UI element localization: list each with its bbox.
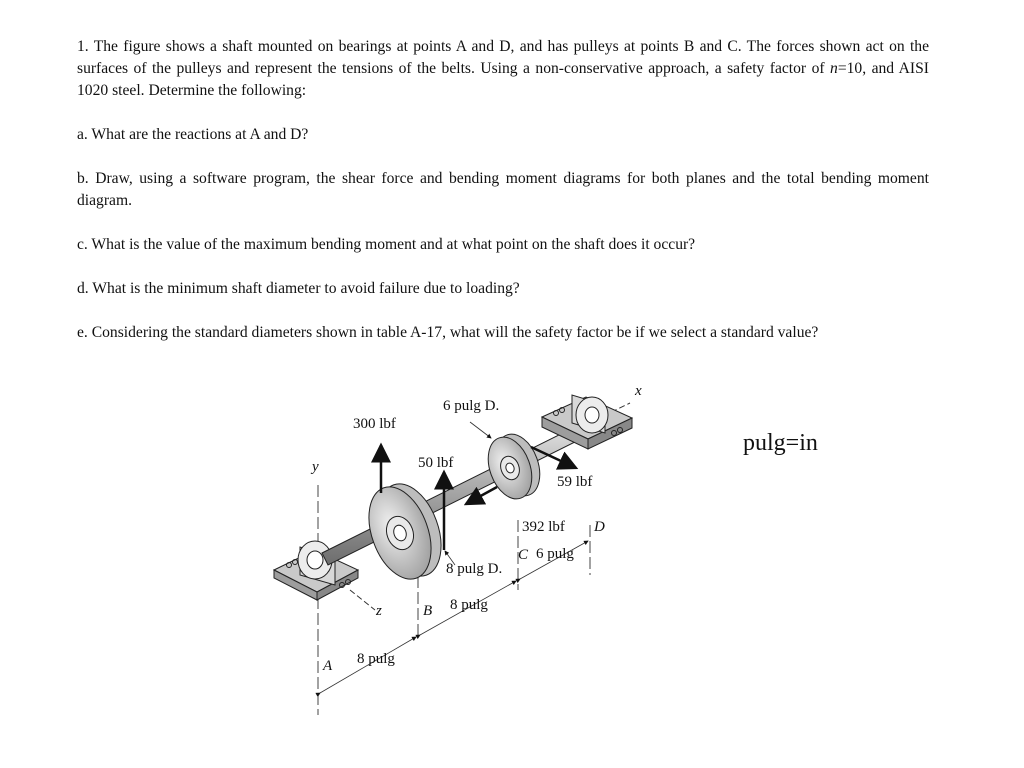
pulley-c-diameter-label: 6 pulg D. (443, 398, 500, 414)
pulley-b (357, 475, 452, 587)
unit-note: pulg=in (743, 430, 818, 456)
span-ab-label: 8 pulg (357, 651, 395, 667)
shaft-figure (260, 375, 700, 715)
force-392-label: 392 lbf (522, 519, 565, 535)
x-axis-label: x (635, 383, 642, 399)
point-a-label: A (323, 658, 333, 674)
z-axis (350, 590, 375, 610)
problem-intro: 1. The figure shows a shaft mounted on bearings at points A and D, and has pulleys at points B and C. The forces shown act on the surfaces of the pulleys and represent the tensions of the belts. Using a non-conservative approach, a safety factor of n=10, and AISI 1020 steel. Determine the following: (77, 38, 929, 99)
problem-statement (77, 36, 929, 366)
pulley-c (480, 428, 547, 505)
z-axis-label: z (376, 603, 382, 619)
question-c: c. What is the value of the maximum bending moment and at what point on the shaft does it occur? (77, 236, 696, 253)
pulley-b-diameter-label: 8 pulg D. (446, 561, 503, 577)
y-axis-label: y (312, 459, 319, 475)
force-300-label: 300 lbf (353, 416, 396, 432)
point-b-label: B (423, 603, 433, 619)
force-50-label: 50 lbf (418, 455, 454, 471)
span-cd-label: 6 pulg (536, 546, 574, 562)
question-e: e. Considering the standard diameters shown in table A-17, what will the safety factor be if we select a standard value? (77, 324, 819, 341)
point-d-label: D (594, 519, 605, 535)
question-d: d. What is the minimum shaft diameter to avoid failure due to loading? (77, 280, 520, 297)
force-59-label: 59 lbf (557, 474, 593, 490)
leader-pulley-c (470, 422, 491, 438)
span-bc-label: 8 pulg (450, 597, 488, 613)
point-c-label: C (518, 547, 529, 563)
question-a: a. What are the reactions at A and D? (77, 126, 309, 143)
question-b: b. Draw, using a software program, the shear force and bending moment diagrams for both planes and the total bending moment diagram. (77, 170, 929, 209)
